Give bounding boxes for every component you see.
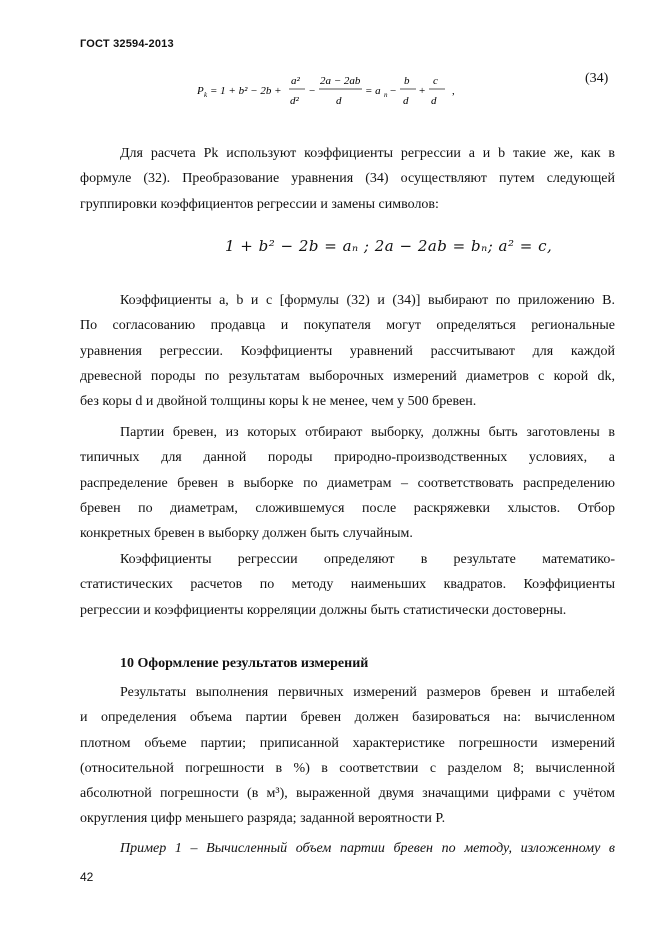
document-header: ГОСТ 32594-2013 (80, 38, 174, 50)
text-line: Для расчета Pk используют коэффициенты регрессии a и b такие же, как в (120, 146, 615, 161)
frac1-den: d² (290, 95, 299, 107)
formula-comma: , (452, 85, 455, 97)
text-line: Партии бревен, из которых отбирают выборку, должны быть заготовлены в (120, 425, 615, 440)
text-line: (относительной погрешности в %) в соответствии с разделом 8; вычисленной (80, 760, 615, 776)
text-line: группировки коэффициентов регрессии и замены символов: (80, 196, 439, 212)
text-line: и определения объема партии бревен должен базироваться на: вычисленном (80, 710, 615, 726)
text-line: плотном объеме партии; приписанной характеристике погрешности измерений (80, 735, 615, 751)
page-number: 42 (80, 870, 94, 884)
text-line: формуле (32). Преобразование уравнения (34) осуществляют путем следующей (80, 171, 615, 187)
paragraph-6 (80, 836, 615, 861)
frac1-num: a² (291, 75, 300, 87)
paragraph-3 (80, 420, 615, 546)
formula-substitution: 1 + b² − 2b = aₙ ; 2a − 2ab = bₙ; a² = c, (225, 237, 553, 255)
minus-sign-2: − (390, 85, 397, 97)
plus-sign: + (419, 85, 426, 97)
paragraph-1 (80, 141, 615, 217)
text-line: уравнения регрессии. Коэффициенты уравнений рассчитывают для каждой (80, 343, 615, 359)
frac4-num: c (433, 75, 438, 87)
paragraph-5 (80, 680, 615, 832)
formula-sub: k (204, 91, 208, 99)
text-line: конкретных бревен в выборку должен быть случайным. (80, 526, 413, 542)
formula-sub-n: n (384, 91, 388, 99)
frac3-num: b (404, 75, 410, 87)
text-line: округления цифр меньшего разряда; заданной вероятности P. (80, 811, 446, 827)
formula-34 (190, 72, 490, 112)
equation-number: (34) (585, 71, 609, 86)
paragraph-2 (80, 288, 615, 414)
text-line: абсолютной погрешности (в м³), выраженной двумя значащими цифрами с учётом (80, 786, 615, 802)
text-line: без коры d и двойной толщины коры k не менее, чем у 500 бревен. (80, 394, 477, 410)
frac2-num: 2a − 2ab (320, 75, 361, 87)
text-line: Коэффициенты регрессии определяют в результате математико- (120, 552, 615, 567)
text-line: бревен по диаметрам, сложившемуся после раскряжевки хлыстов. Отбор (80, 500, 615, 516)
minus-sign: − (309, 85, 316, 97)
paragraph-4 (80, 547, 615, 623)
text-line: Коэффициенты a, b и c [формулы (32) и (34)] выбирают по приложению В. (120, 293, 615, 308)
section-heading: 10 Оформление результатов измерений (120, 656, 369, 671)
example-line: Пример 1 – Вычисленный объем партии бревен по методу, изложенному в (120, 841, 615, 856)
text-line: древесной породы по результатам выборочных измерений диаметров с корой dk, (80, 368, 615, 384)
text-line: распределение бревен в выборке по диаметрам – соответствовать распределению (80, 475, 615, 491)
text-line: статистических расчетов по методу наименьших квадратов. Коэффициенты (80, 577, 615, 593)
frac3-den: d (403, 95, 409, 107)
formula-an: = a (365, 85, 381, 97)
text-line: регрессии и коэффициенты корреляции должны быть статистически достоверны. (80, 602, 567, 618)
text-line: типичных для данной породы природно-производственных условиях, а (80, 450, 615, 466)
formula-lhs: P (197, 85, 204, 97)
formula-expr1: = 1 + b² − 2b + (210, 85, 282, 97)
text-line: Результаты выполнения первичных измерений размеров бревен и штабелей (120, 685, 615, 700)
text-line: По согласованию продавца и покупателя могут определяться региональные (80, 318, 615, 334)
frac2-den: d (336, 95, 342, 107)
frac4-den: d (431, 95, 437, 107)
